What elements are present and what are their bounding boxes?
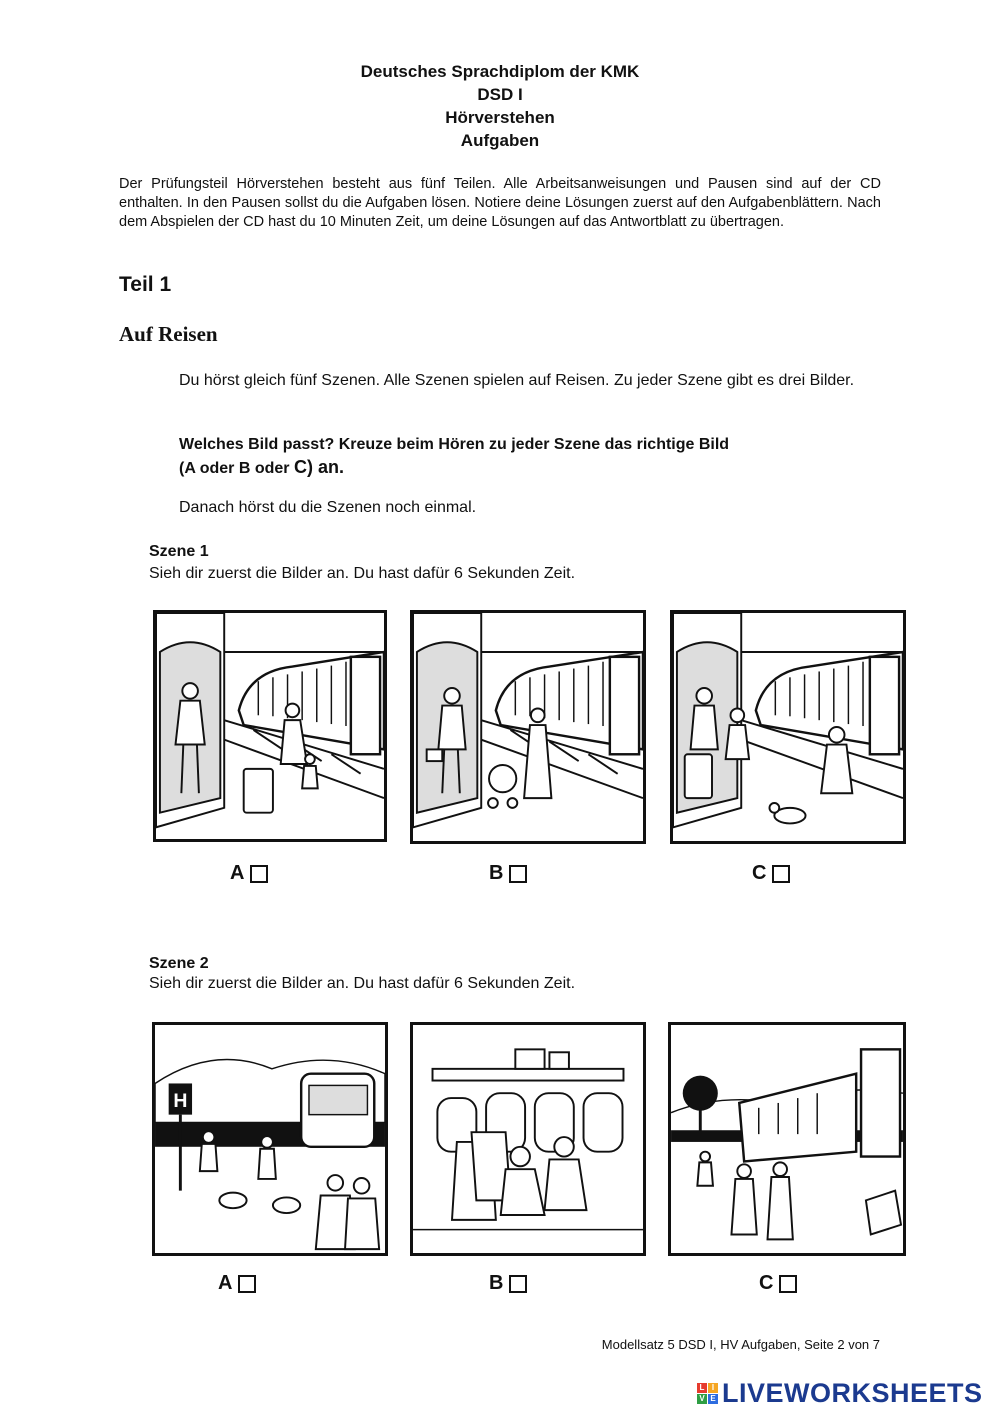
bus-stop-illustration	[155, 1025, 385, 1253]
scene-2-option-b[interactable]	[489, 1272, 527, 1295]
instruction-2-part-b: (A oder B oder	[179, 460, 294, 477]
option-letter: B	[489, 862, 504, 884]
scene-2-subtitle: Sieh dir zuerst die Bilder an. Du hast dafür 6 Sekunden Zeit.	[149, 975, 576, 992]
scene-2-image-c	[668, 1022, 906, 1256]
instruction-paragraph-2	[179, 434, 879, 480]
checkbox[interactable]	[772, 865, 790, 883]
option-letter: B	[489, 1272, 504, 1294]
checkbox[interactable]	[779, 1275, 797, 1293]
option-letter: A	[230, 862, 245, 884]
document-header	[0, 60, 1000, 152]
logo-letter: E	[708, 1394, 718, 1404]
logo-grid-icon	[697, 1383, 718, 1404]
checkbox[interactable]	[238, 1275, 256, 1293]
logo-letter: V	[697, 1394, 707, 1404]
scene-2-title: Szene 2	[149, 955, 209, 972]
instruction-paragraph-1: Du hörst gleich fünf Szenen. Alle Szenen spielen auf Reisen. Zu jeder Szene gibt es drei Bilder.	[179, 372, 855, 389]
intro-paragraph: Der Prüfungsteil Hörverstehen besteht aus fünf Teilen. Alle Arbeitsanweisungen und Pausen sind auf der CD enthalten. In den Pausen sollst du die Aufgaben lösen. Notiere deine Lösungen zuerst auf den Aufgabenblättern. Nach dem Abspielen der CD hast du 10 Minuten Zeit, um deine Lösungen auf das Antwortblatt zu übertragen.	[119, 176, 881, 230]
liveworksheets-logo	[697, 1378, 983, 1409]
scene-1-subtitle: Sieh dir zuerst die Bilder an. Du hast dafür 6 Sekunden Zeit.	[149, 565, 576, 582]
header-line-2: DSD I	[477, 85, 523, 104]
scene-2-image-b	[410, 1022, 646, 1256]
instruction-2-part-c: C) an.	[293, 457, 344, 477]
train-platform-pram-illustration	[413, 613, 643, 841]
header-line-1: Deutsches Sprachdiplom der KMK	[360, 62, 640, 81]
train-interior-illustration	[413, 1025, 643, 1253]
header-line-3: Hörverstehen	[445, 108, 555, 127]
bus-station-illustration	[671, 1025, 903, 1253]
option-letter: C	[759, 1272, 774, 1294]
train-platform-illustration	[156, 613, 384, 839]
header-line-4: Aufgaben	[460, 131, 540, 150]
scene-1-image-a	[153, 610, 387, 842]
scene-1-option-a[interactable]	[230, 862, 268, 885]
checkbox[interactable]	[509, 1275, 527, 1293]
scene-1-image-b	[410, 610, 646, 844]
topic-title: Auf Reisen	[119, 322, 218, 346]
checkbox[interactable]	[509, 865, 527, 883]
scene-1-image-c	[670, 610, 906, 844]
brand-name: LIVEWORKSHEETS	[722, 1378, 983, 1408]
scene-1-option-c[interactable]	[752, 862, 790, 885]
scene-1-option-b[interactable]	[489, 862, 527, 885]
option-letter: A	[218, 1272, 233, 1294]
option-letter: C	[752, 862, 767, 884]
logo-letter: L	[697, 1383, 707, 1393]
train-platform-dog-illustration	[673, 613, 903, 841]
scene-2-image-a	[152, 1022, 388, 1256]
instruction-paragraph-3: Danach hörst du die Szenen noch einmal.	[179, 499, 477, 516]
svg-text:H: H	[173, 1089, 188, 1112]
scene-1-title: Szene 1	[149, 543, 209, 560]
scene-2-option-c[interactable]	[759, 1272, 797, 1295]
checkbox[interactable]	[250, 865, 268, 883]
logo-letter: I	[708, 1383, 718, 1393]
scene-2-option-a[interactable]	[218, 1272, 256, 1295]
instruction-2-part-a: Welches Bild passt? Kreuze beim Hören zu jeder Szene das richtige Bild	[179, 436, 730, 453]
page-footer: Modellsatz 5 DSD I, HV Aufgaben, Seite 2 von 7	[601, 1337, 880, 1352]
section-title: Teil 1	[119, 273, 172, 296]
